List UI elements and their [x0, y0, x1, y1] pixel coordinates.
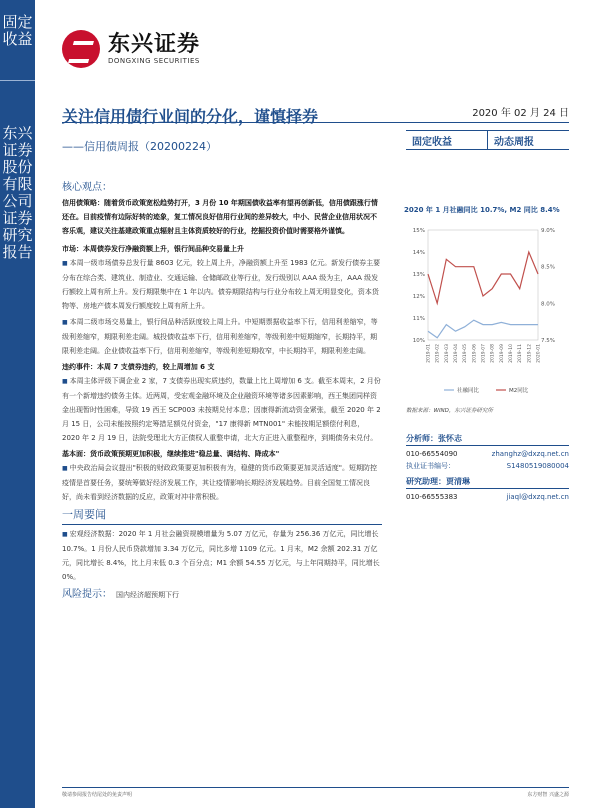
legend-label: M2同比 — [509, 388, 529, 394]
page-footer — [62, 787, 569, 798]
report-title: 关注信用债行业间的分化，谨慎择券 — [62, 107, 319, 126]
plot-frame — [428, 230, 538, 340]
credit-m2-chart — [404, 222, 564, 402]
main-column — [62, 196, 382, 602]
assistant-heading: 研究助理：贾清琳 — [406, 475, 569, 489]
assistant-email: jiaql@dxzq.net.cn — [506, 493, 569, 501]
y-left-tick-label: 11% — [412, 316, 425, 322]
x-tick-label: 2019-03 — [444, 344, 450, 363]
x-tick-label: 2019-07 — [481, 344, 487, 363]
report-subtitle: ——信用债周报（20200224） — [62, 140, 217, 153]
series-line-social-financing — [428, 320, 538, 338]
report-tags — [406, 130, 569, 150]
x-tick-label: 2020-01 — [536, 344, 542, 363]
assistant-name: 贾清琳 — [446, 477, 470, 486]
x-tick-label: 2019-11 — [518, 344, 524, 363]
tag-category: 固定收益 — [412, 136, 452, 148]
y-left-tick-label: 15% — [412, 228, 425, 234]
x-tick-label: 2019-04 — [454, 344, 459, 363]
core-viewpoint-heading: 核心观点： — [62, 182, 112, 193]
x-tick-label: 2019-05 — [463, 344, 469, 363]
default-heading: 违约事件：本周 7 支债券违约，较上周增加 6 支 — [62, 363, 215, 371]
logo-cn-text: 东兴证券 — [108, 32, 201, 57]
y-left-tick-label: 14% — [412, 250, 425, 256]
y-right-tick-label: 9.0% — [541, 228, 555, 234]
analyst-email: zhanghz@dxzq.net.cn — [491, 450, 569, 458]
series-line-m2 — [428, 252, 538, 303]
y-right-tick-label: 8.0% — [541, 301, 555, 308]
title-divider — [62, 122, 569, 123]
footer-slogan: 东方财智 兴盛之源 — [527, 792, 569, 798]
analyst-heading: 分析师：张怀志 — [406, 432, 569, 446]
report-date: 2020 年 02 月 24 日 — [472, 108, 569, 119]
strategy-text: 随着货币政策宽松趋势打开，3 月份 10 年期国债收益率有望再创新低，信用债跟涨行情还在。目前疫情有边际好转的迹象，复工情况良好信用行业间的差异较大，中小、民营企业信用状况不容乐观，建议关注基建政策重点辐射且主体资质较好的行业，挖掘投资价值时需要格外谨慎。 — [62, 199, 378, 235]
market-paragraph-2: ■ 本周二级市场交易量上，银行间品种活跃度较上周上升。中短期票据收益率下行，信用利差缩窄，等级利差缩窄，期限利差走阔。城投债收益率下行，信用利差缩窄，等级利差中短期缩窄，长期持平，期限利差走阔。企业债收益率下行，信用利差缩窄，等级利差短期收窄，中长期持平，期限利差走阔。 — [62, 315, 382, 358]
default-paragraph: ■ 本周主体评级下调企业 2 家，7 支债券出现实质违约，数量上比上周增加 6 支。截至本周末，2 月份有一个新增违约债务主体。近两周，受宏观金融环境及企业融资环境等诸多因素影响，西王集团同样资金出现暂时性困难，导致 19 西王 SCP003 未按期兑付本息；因康得新流动资金紧张，截至 2020 年 2 月 15 日，公司未能按照约定筹措足额兑付资金，"17 康得新 MTN001" 未能按期足额偿付利息，2020 年 2 月 19 日，法院受理北大方正债权人重整申请，北大方正进入重整程序，到期债务未兑付。 — [62, 374, 382, 445]
analyst-phone: 010-66554090 — [406, 450, 458, 458]
sidebar-category-label: 固定收益 — [2, 13, 33, 48]
x-tick-label: 2019-10 — [509, 344, 514, 363]
strategy-label: 信用债策略： — [62, 199, 104, 207]
sidebar-company-label: 东兴证券股份有限公司证券研究报告 — [2, 124, 33, 261]
chart-source: 数据来源：WIND，东兴证券研究所 — [406, 408, 493, 414]
fundamentals-heading: 基本面：货币政策预期更加积极，继续推进"稳总量、调结构、降成本" — [62, 450, 280, 458]
chart-title: 2020 年 1 月社融同比 10.7%, M2 同比 8.4% — [404, 206, 560, 214]
x-tick-label: 2019-08 — [490, 344, 496, 363]
market-heading: 市场：本周债券发行净融资额上升，银行间品种交易量上升 — [62, 245, 244, 253]
assistant-phone: 010-66555383 — [406, 493, 458, 501]
risk-warning — [62, 588, 382, 602]
weekly-news-heading: 一周要闻 — [62, 508, 382, 525]
weekly-news-paragraph: ■ 宏观经济数据：2020 年 1 月社会融资规模增量为 5.07 万亿元，存量为 256.36 万亿元，同比增长 10.7%。1 月份人民币贷款增加 3.34 万亿元，同比多增 1109 亿元。1 月末，M2 余额 202.31 万亿元，同比增长 8.4%，比上月末低 0.3 个百分点；M1 余额 54.55 万亿元，与上年同期持平，同比增长 0%。 — [62, 527, 382, 584]
y-right-tick-label: 7.5% — [541, 338, 555, 344]
logo-en-text: DONGXING SECURITIES — [108, 57, 200, 65]
cert-number: S1480519080004 — [506, 462, 569, 470]
tag-type: 动态周报 — [487, 131, 569, 149]
sidebar — [0, 0, 35, 808]
analyst-panel — [406, 432, 569, 503]
y-left-tick-label: 13% — [412, 272, 425, 278]
analyst-name: 张怀志 — [438, 434, 462, 443]
x-tick-label: 2019-09 — [499, 344, 505, 363]
y-left-tick-label: 12% — [412, 294, 425, 300]
fundamentals-paragraph: ■ 中央政治局会议提出"积极的财政政策要更加积极有为，稳健的货币政策要更加灵活适度"。短期防控疫情是首要任务，要统筹做好经济发展工作，其让疫情影响长期经济发展趋势。目前全国复工情况良好，尚未看到经济数据的反应，政策对冲非常积极。 — [62, 461, 382, 504]
market-paragraph-1: ■ 本周一级市场债券总发行量 8603 亿元，较上周上升，净融资额上升至 1983 亿元。新发行债券主要分布在综合类、建筑业、制造业、交通运输、仓储邮政业等行业，发行级别以 AAA 级为主，AAA 级发行额较上周有所上升。发行期限集中在 1 年以内。债券期限结构与行业分布较上周无明显变化，资本货物等、房地产债本周发行额度较上周有所上升。 — [62, 256, 382, 313]
legend-label: 社融同比 — [457, 388, 480, 394]
sidebar-category — [0, 0, 35, 81]
y-right-tick-label: 8.5% — [541, 264, 555, 271]
x-tick-label: 2019-06 — [472, 344, 478, 363]
x-tick-label: 2019-02 — [435, 344, 441, 363]
strategy-paragraph — [62, 196, 382, 238]
x-tick-label: 2019-01 — [426, 344, 432, 363]
risk-label: 风险提示： — [62, 589, 112, 600]
logo-mark-icon — [62, 30, 100, 68]
cert-label: 执业证书编号： — [406, 462, 455, 470]
risk-text: 国内经济超预期下行 — [116, 591, 179, 599]
footer-disclaimer: 敬请参阅报告结尾处的免责声明 — [62, 792, 133, 798]
x-tick-label: 2019-12 — [527, 344, 533, 363]
company-logo — [62, 30, 200, 68]
y-left-tick-label: 10% — [412, 338, 425, 344]
